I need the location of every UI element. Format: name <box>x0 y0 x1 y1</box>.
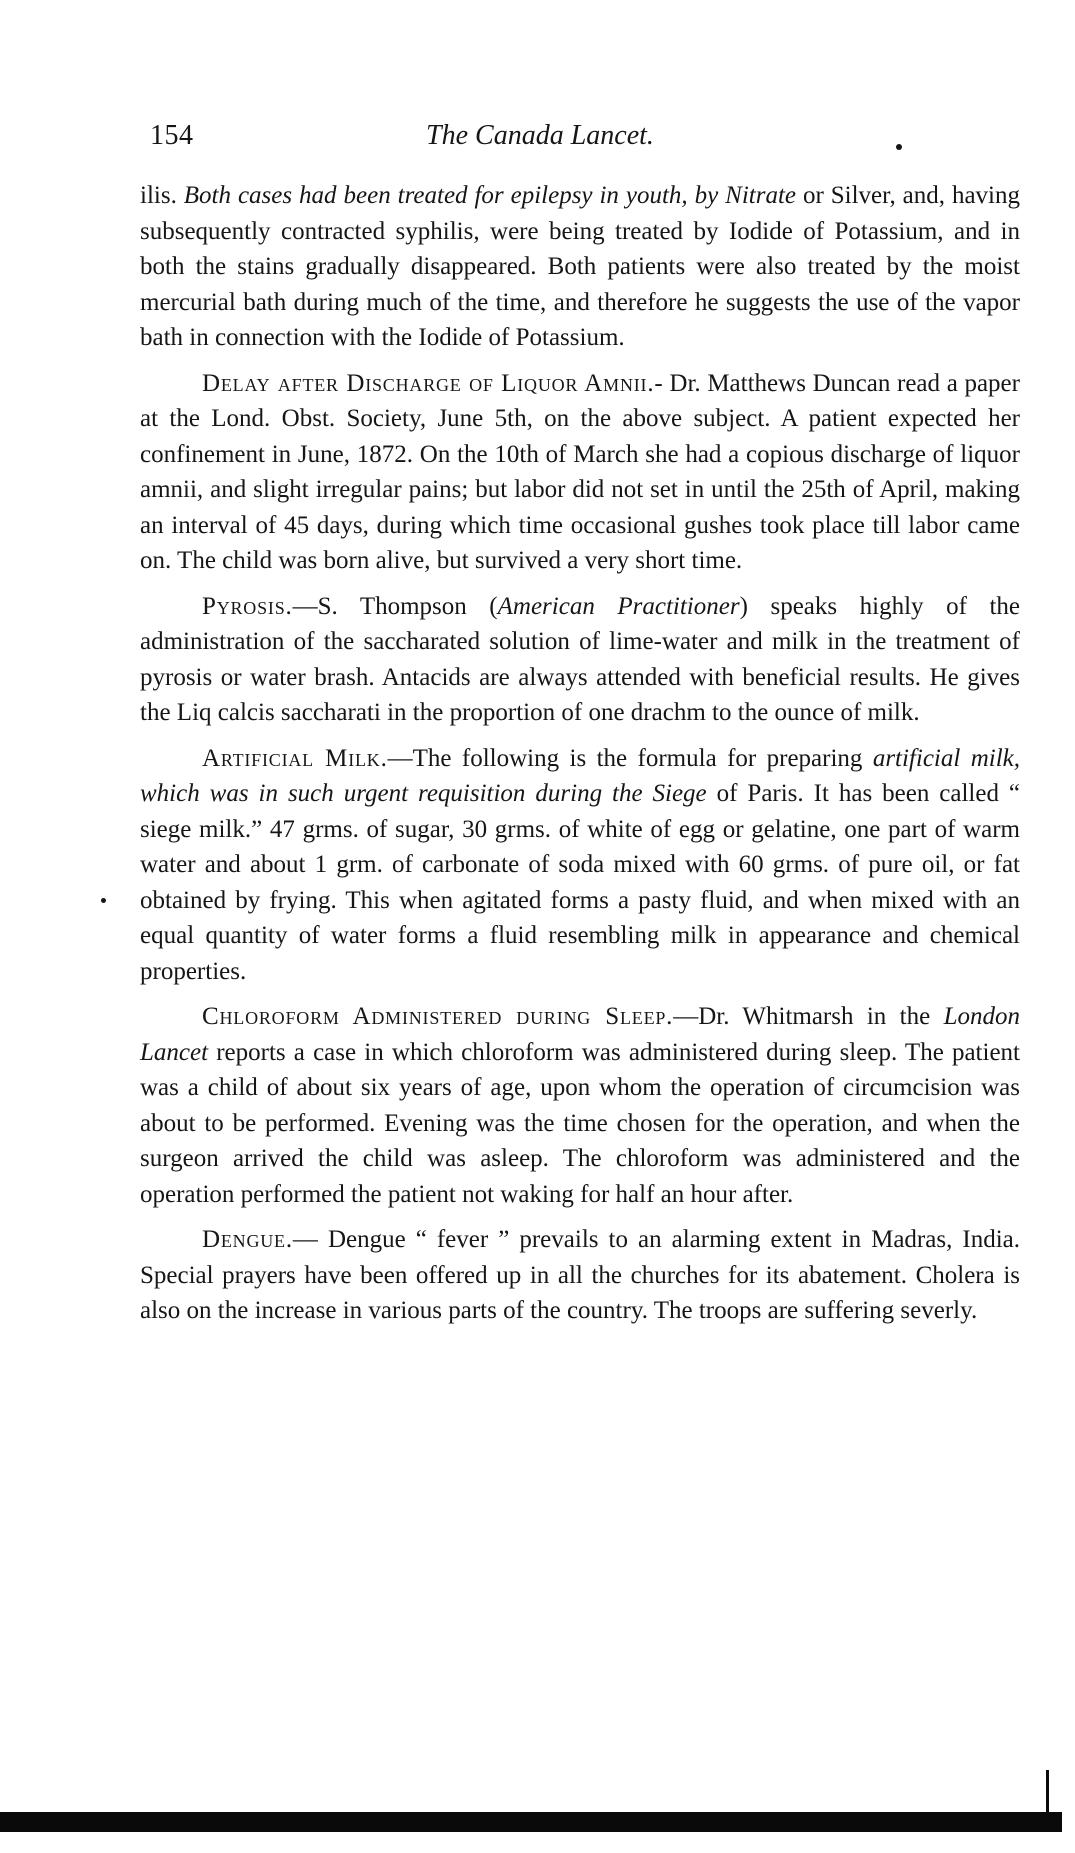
section-heading: Pyrosis. <box>202 592 293 620</box>
text-run: or Silver, and, having subsequently contracted syphilis, were being treated by Iodide of Potassium, and in both the stains gradually disappeared. Both patients were also treated by the moist mercurial bath during much of the time, and therefore he suggests the use of the vapor bath in connection with the Iodide of Potassium. <box>140 182 1021 351</box>
text-run-italic: artificial milk, which was in such urgent requisition during the Siege <box>140 744 1021 807</box>
paragraph-chloroform <box>140 999 1020 1212</box>
article-body <box>140 178 1020 1339</box>
section-heading: Chloroform Administered during Sleep. <box>202 1003 674 1030</box>
scan-edge-tick <box>1046 1770 1049 1818</box>
text-run: — Dengue “ fever ” prevails to an alarming extent in Madras, India. Special prayers have been offered up in all the churches for its abatement. Cholera is also on the increase in various parts of the country. The troops are suffering severly. <box>140 1226 1020 1324</box>
text-run-italic: Both cases had been treated for epilepsy in youth, by Nitrate <box>183 182 797 209</box>
text-run-italic: London Lancet <box>140 1003 1021 1066</box>
paragraph-liquor-amnii <box>140 366 1020 579</box>
page-header <box>150 120 930 160</box>
section-heading: Dengue. <box>202 1226 293 1253</box>
text-run: —Dr. Whitmarsh in the <box>673 1003 944 1030</box>
running-title: The Canada Lancet. <box>426 120 654 151</box>
text-run: —The following is the formula for preparing <box>387 744 873 772</box>
text-run: —S. Thompson ( <box>292 592 498 620</box>
text-run: - Dr. Matthews Duncan read a paper at the Lond. Obst. Society, June 5th, on the above subject. A patient expected her confinement in June, 1872. On the 10th of March she had a copious discharge of liquor amnii, and slight irregular pains; but labor did not set in until the 25th of April, making an interval of 45 days, during which time occasional gushes took place till labor came on. The child was born alive, but survived a very short time. <box>140 369 1020 574</box>
paragraph-dengue <box>140 1222 1020 1329</box>
ink-speck <box>896 144 902 150</box>
page-number: 154 <box>150 120 194 151</box>
paragraph-pyrosis <box>140 589 1020 731</box>
text-run: ilis. <box>140 182 184 209</box>
text-run: of Paris. It has been called “ siege milk.” 47 grms. of sugar, 30 grms. of white of egg or gelatine, one part of warm water and about 1 grm. of carbonate of soda mixed with 60 grms. of pure oil, or fat obtained by frying. This when agitated forms a pasty fluid, and when mixed with an equal quantity of water forms a fluid resembling milk in appearance and chemical properties. <box>140 780 1021 985</box>
text-run: reports a case in which chloroform was administered during sleep. The patient was a child of about six years of age, upon whom the operation of circumcision was about to be performed. Evening was the time chosen for the operation, and when the surgeon arrived the child was asleep. The chloroform was administered and the operation performed the patient not waking for half an hour after. <box>140 1038 1020 1208</box>
text-run: ) speaks highly of the administration of the saccharated solution of lime-water and milk in the treatment of pyrosis or water brash. Antacids are always attended with beneficial results. He gives the Liq calcis saccharati in the proportion of one drachm to the ounce of milk. <box>140 592 1020 726</box>
paragraph-artificial-milk <box>140 741 1020 990</box>
text-run-italic: American Practitioner <box>497 592 740 620</box>
paragraph-iodide-continuation <box>140 178 1020 356</box>
section-heading: Delay after Discharge of Liquor Amnii. <box>202 369 655 397</box>
section-heading: Artificial Milk. <box>202 744 388 772</box>
margin-ink-speck <box>101 898 106 903</box>
scan-edge-rule <box>0 1812 1062 1832</box>
